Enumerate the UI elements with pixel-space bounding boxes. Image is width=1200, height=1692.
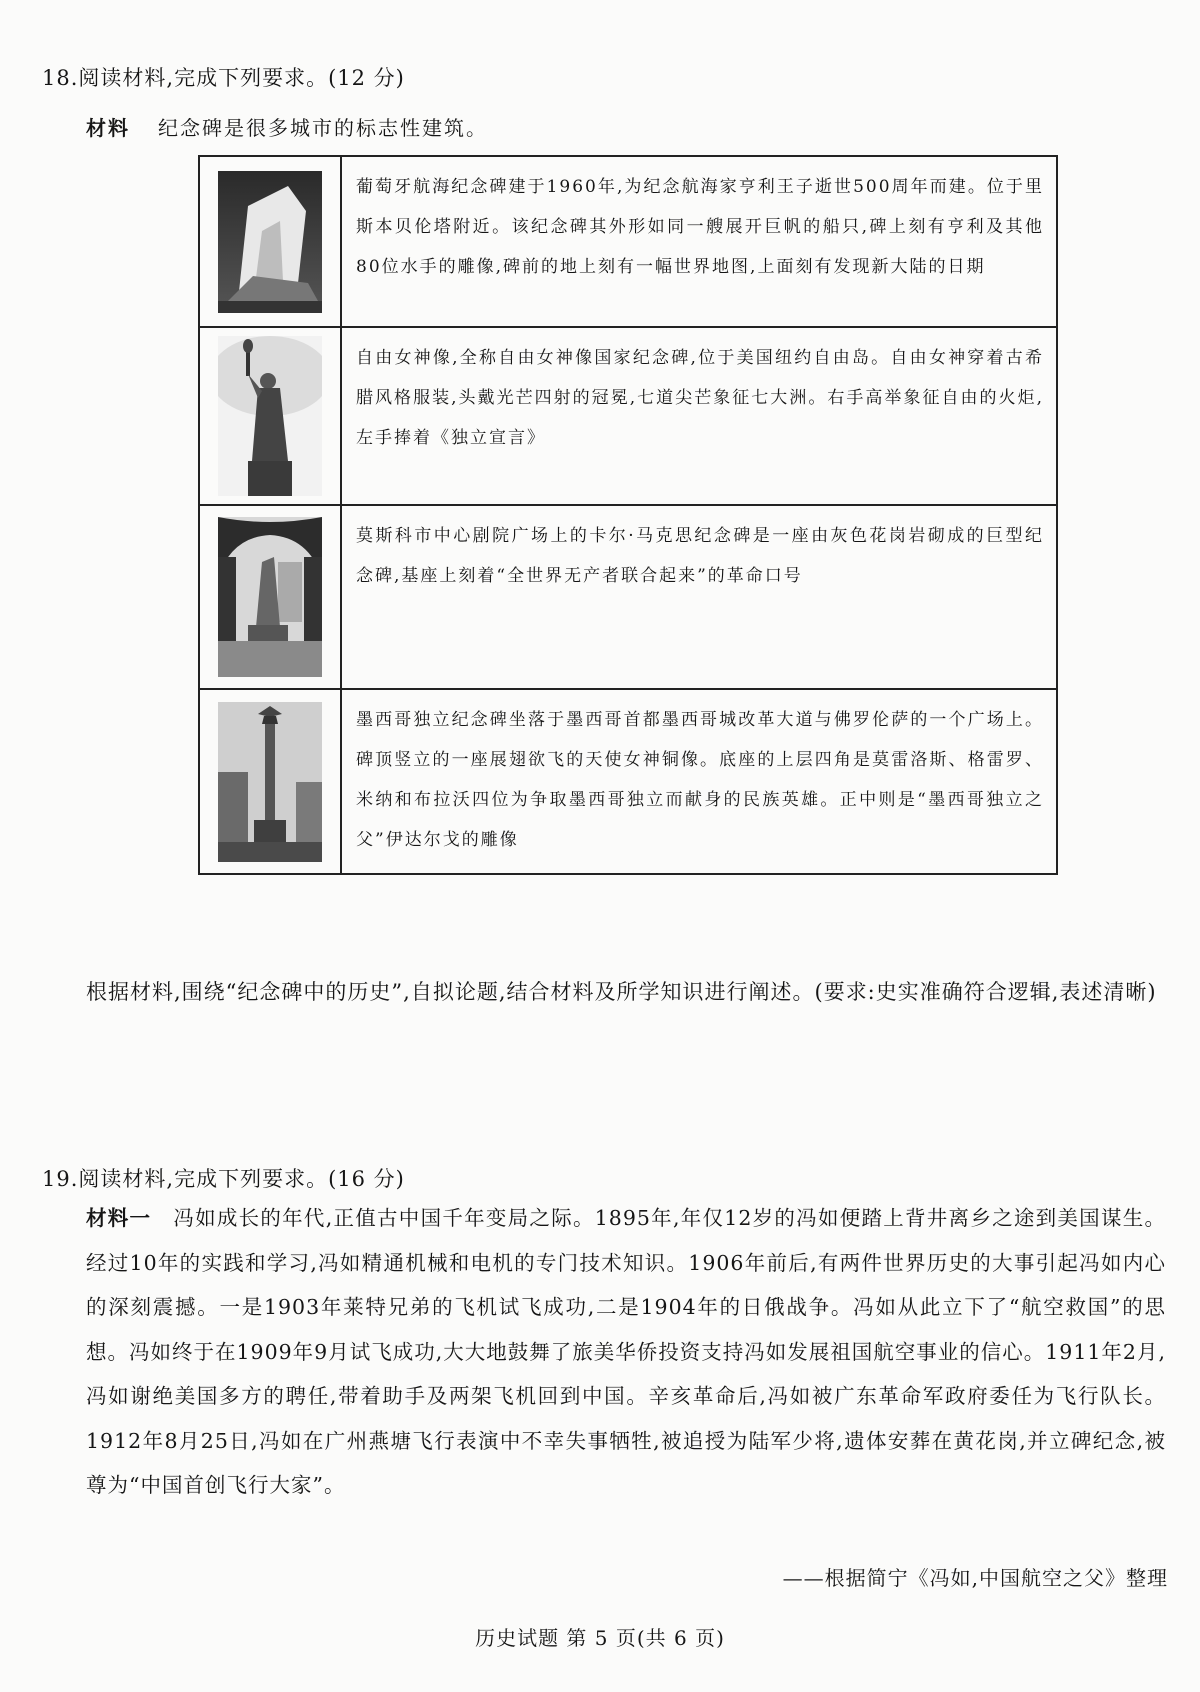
- monument-description: 自由女神像,全称自由女神像国家纪念碑,位于美国纽约自由岛。自由女神穿着古希腊风格服装,头戴光芒四射的冠冕,七道尖芒象征七大洲。右手高举象征自由的火炬,左手捧着《独立宣言》: [356, 348, 1044, 448]
- material-label: 材料: [86, 116, 130, 140]
- mexico-independence-monument-image: [218, 702, 322, 862]
- question-18-material-intro: [86, 112, 488, 141]
- question-19-heading: 19.阅读材料,完成下列要求。(16 分): [42, 1167, 405, 1191]
- marx-monument-image: [218, 517, 322, 677]
- monument-description: 葡萄牙航海纪念碑建于1960年,为纪念航海家亨利王子逝世500周年而建。位于里斯本贝伦塔附近。该纪念碑其外形如同一艘展开巨帆的船只,碑上刻有亨利及其他80位水手的雕像,碑前的地上刻有一幅世界地图,上面刻有发现新大陆的日期: [356, 177, 1044, 277]
- monument-image-cell: [200, 328, 342, 504]
- monument-image-cell: [200, 690, 342, 873]
- portugal-monument-image: [218, 171, 322, 313]
- material-source: ——根据简宁《冯如,中国航空之父》整理: [782, 1566, 1168, 1590]
- question-19-material: [86, 1196, 1166, 1508]
- statue-of-liberty-image: [218, 336, 322, 496]
- material-label: 材料一: [86, 1206, 152, 1230]
- material-intro-text: 纪念碑是很多城市的标志性建筑。: [158, 116, 488, 140]
- monument-row-mexico: [200, 690, 1056, 873]
- monument-image-cell: [200, 157, 342, 326]
- question-18-prompt: 根据材料,围绕“纪念碑中的历史”,自拟论题,结合材料及所学知识进行阐述。(要求:史实准确符合逻辑,表述清晰): [86, 980, 1157, 1004]
- monument-table: [198, 155, 1058, 875]
- monument-row-portugal: [200, 157, 1056, 328]
- material-text: 冯如成长的年代,正值古中国千年变局之际。1895年,年仅12岁的冯如便踏上背井离乡之途到美国谋生。经过10年的实践和学习,冯如精通机械和电机的专门技术知识。1906年前后,有两件世界历史的大事引起冯如内心的深刻震撼。一是1903年莱特兄弟的飞机试飞成功,二是1904年的日俄战争。冯如从此立下了“航空救国”的思想。冯如终于在1909年9月试飞成功,大大地鼓舞了旅美华侨投资支持冯如发展祖国航空事业的信心。1911年2月,冯如谢绝美国多方的聘任,带着助手及两架飞机回到中国。辛亥革命后,冯如被广东革命军政府委任为飞行队长。1912年8月25日,冯如在广州燕塘飞行表演中不幸失事牺牲,被追授为陆军少将,遗体安葬在黄花岗,并立碑纪念,被尊为“中国首创飞行大家”。: [86, 1206, 1166, 1497]
- monument-row-liberty: [200, 328, 1056, 506]
- monument-description: 墨西哥独立纪念碑坐落于墨西哥首都墨西哥城改革大道与佛罗伦萨的一个广场上。碑顶竖立的一座展翅欲飞的天使女神铜像。底座的上层四角是莫雷洛斯、格雷罗、米纳和布拉沃四位为争取墨西哥独立而献身的民族英雄。正中则是“墨西哥独立之父”伊达尔戈的雕像: [356, 710, 1044, 850]
- page-footer: 历史试题 第 5 页(共 6 页): [475, 1626, 725, 1650]
- question-18-heading: 18.阅读材料,完成下列要求。(12 分): [42, 66, 405, 90]
- monument-description: 莫斯科市中心剧院广场上的卡尔·马克思纪念碑是一座由灰色花岗岩砌成的巨型纪念碑,基座上刻着“全世界无产者联合起来”的革命口号: [356, 526, 1044, 586]
- monument-row-marx: [200, 506, 1056, 690]
- monument-image-cell: [200, 506, 342, 688]
